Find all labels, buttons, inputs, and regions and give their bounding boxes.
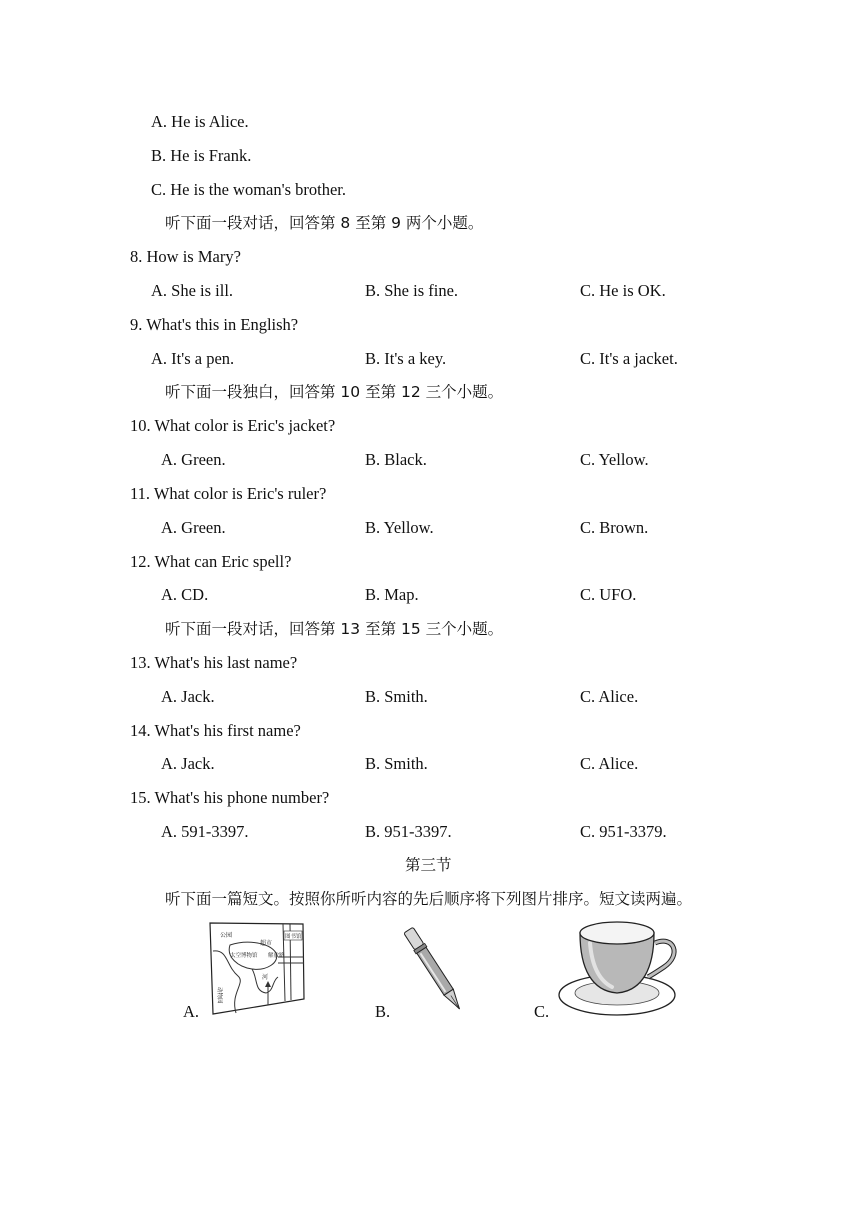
- q11-option-b: B. Yellow.: [365, 518, 434, 537]
- q15-option-a: A. 591-3397.: [161, 822, 249, 841]
- map-label-library: 图书馆: [285, 934, 302, 940]
- q7-option-c: C. He is the woman's brother.: [151, 180, 346, 199]
- question-8: 8. How is Mary?: [130, 247, 241, 266]
- q15-option-b: B. 951-3397.: [365, 822, 452, 841]
- q15-option-c: C. 951-3379.: [580, 822, 667, 841]
- q10-option-a: A. Green.: [161, 450, 226, 469]
- map-picture: [208, 921, 306, 1017]
- question-14: 14. What's his first name?: [130, 721, 301, 740]
- q13-option-c: C. Alice.: [580, 687, 639, 706]
- q12-option-a: A. CD.: [161, 585, 209, 604]
- q8-option-b: B. She is fine.: [365, 281, 459, 300]
- map-label-zoo: 动物园: [216, 987, 222, 1004]
- instruction-13-15: 听下面一段对话，回答第 13 至第 15 三个小题。: [165, 620, 504, 638]
- instruction-10-12: 听下面一段独白，回答第 10 至第 12 三个小题。: [165, 383, 504, 401]
- map-label-park: 公园: [220, 932, 233, 939]
- instruction-8-9: 听下面一段对话，回答第 8 至第 9 两个小题。: [165, 214, 484, 232]
- q13-option-b: B. Smith.: [365, 687, 428, 706]
- q8-option-c: C. He is OK.: [580, 281, 666, 300]
- map-label-space-museum: 太空博物馆: [230, 953, 258, 959]
- q13-option-a: A. Jack.: [161, 687, 215, 706]
- question-13: 13. What's his last name?: [130, 653, 298, 672]
- picture-b-label: B.: [375, 1002, 391, 1021]
- q11-option-c: C. Brown.: [580, 518, 649, 537]
- q11-option-a: A. Green.: [161, 518, 226, 537]
- question-9: 9. What's this in English?: [130, 315, 299, 334]
- question-12: 12. What can Eric spell?: [130, 552, 292, 571]
- q7-option-b: B. He is Frank.: [151, 146, 252, 165]
- picture-c-label: C.: [534, 1002, 550, 1021]
- map-label-supermarket: 超市: [260, 940, 273, 947]
- q8-option-a: A. She is ill.: [151, 281, 234, 300]
- map-label-jiefang-road: 解放路: [268, 953, 285, 959]
- question-15: 15. What's his phone number?: [130, 788, 330, 807]
- section-instruction: 听下面一篇短文。按照你所听内容的先后顺序将下列图片排序。短文读两遍。: [165, 890, 693, 908]
- section-title: 第三节: [405, 856, 452, 874]
- q14-option-b: B. Smith.: [365, 754, 428, 773]
- q9-option-a: A. It's a pen.: [151, 349, 235, 368]
- q10-option-c: C. Yellow.: [580, 450, 649, 469]
- question-11: 11. What color is Eric's ruler?: [130, 484, 327, 503]
- q7-option-a: A. He is Alice.: [151, 112, 249, 131]
- q9-option-c: C. It's a jacket.: [580, 349, 678, 368]
- q12-option-b: B. Map.: [365, 585, 419, 604]
- q9-option-b: B. It's a key.: [365, 349, 447, 368]
- map-label-river: 河: [262, 974, 269, 981]
- q14-option-c: C. Alice.: [580, 754, 639, 773]
- q10-option-b: B. Black.: [365, 450, 427, 469]
- pen-picture: [398, 921, 468, 1017]
- q12-option-c: C. UFO.: [580, 585, 637, 604]
- cup-picture: [556, 919, 680, 1019]
- picture-a-label: A.: [183, 1002, 200, 1021]
- q14-option-a: A. Jack.: [161, 754, 215, 773]
- question-10: 10. What color is Eric's jacket?: [130, 416, 336, 435]
